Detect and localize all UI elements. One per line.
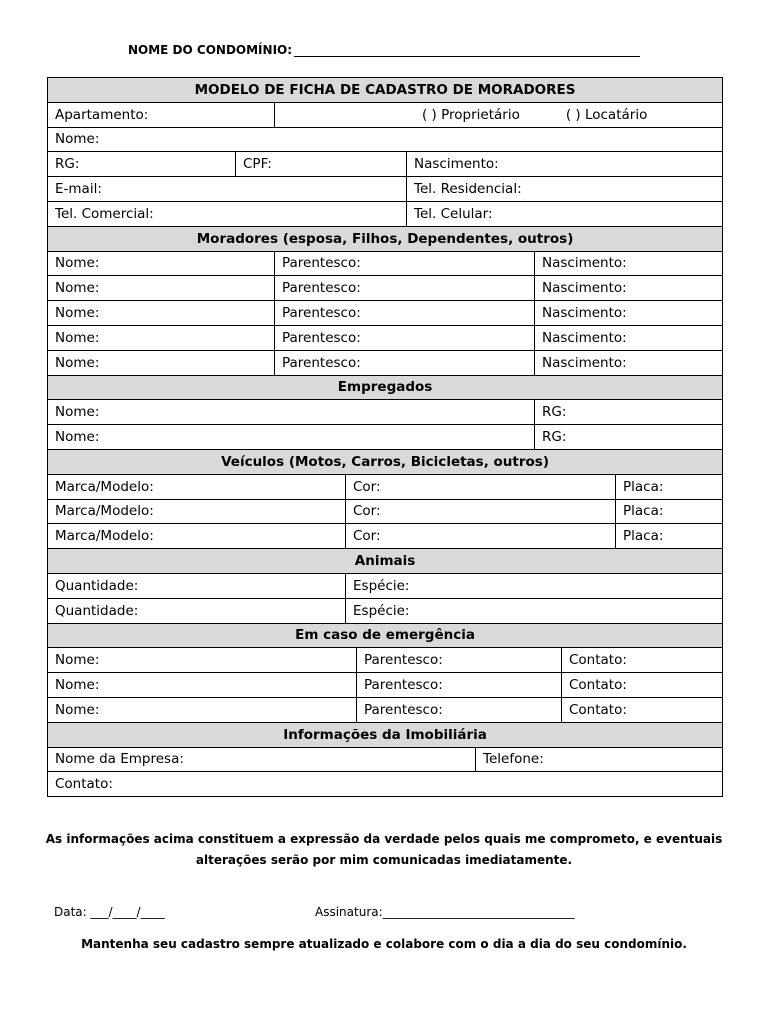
proprietario-checkbox[interactable]: ( ) Proprietário	[422, 106, 520, 123]
declaracao	[30, 829, 738, 871]
apartamento-label: Apartamento:	[55, 106, 149, 123]
veiculo-cor-field[interactable]: Cor:	[346, 499, 616, 524]
locatario-checkbox[interactable]: ( ) Locatário	[565, 106, 648, 123]
tel-celular-field[interactable]	[407, 201, 723, 226]
emergencia-nome-field[interactable]: Nome:	[48, 697, 357, 722]
condominio-label: NOME DO CONDOMÍNIO:	[128, 43, 293, 57]
rg-field[interactable]	[48, 152, 236, 177]
emergencia-contato-field[interactable]: Contato:	[562, 673, 723, 698]
veiculo-placa-field[interactable]: Placa:	[616, 524, 723, 549]
animal-especie-field[interactable]: Espécie:	[346, 573, 723, 598]
morador-row	[48, 325, 723, 350]
assinatura-field[interactable]: Assinatura:________________________________	[315, 905, 575, 919]
morador-row	[48, 276, 723, 301]
morador-row	[48, 350, 723, 375]
morador-nome-field[interactable]: Nome:	[48, 301, 275, 326]
morador-nascimento-field[interactable]: Nascimento:	[535, 301, 723, 326]
morador-nome-field[interactable]: Nome:	[48, 325, 275, 350]
veiculo-placa-field[interactable]: Placa:	[616, 474, 723, 499]
empregado-rg-field[interactable]: RG:	[535, 425, 723, 450]
footer-note: Mantenha seu cadastro sempre atualizado e colabore com o dia a dia do seu condomínio.	[81, 937, 687, 951]
morador-row	[48, 251, 723, 276]
tipo-field	[275, 102, 723, 127]
nome-field[interactable]	[48, 127, 723, 152]
morador-nome-field[interactable]: Nome:	[48, 350, 275, 375]
empregado-row	[48, 400, 723, 425]
emergencia-header: Em caso de emergência	[48, 623, 723, 648]
nome-empresa-field[interactable]: Nome da Empresa:	[48, 747, 476, 772]
declaracao-line-1: As informações acima constituem a expressão da verdade pelos quais me comprometo, e eventuais	[45, 832, 723, 846]
morador-parentesco-field[interactable]: Parentesco:	[275, 350, 535, 375]
condominio-line	[128, 43, 640, 57]
veiculo-marca-field[interactable]: Marca/Modelo:	[48, 499, 346, 524]
emergencia-parentesco-field[interactable]: Parentesco:	[357, 673, 562, 698]
morador-nome-field[interactable]: Nome:	[48, 251, 275, 276]
morador-nascimento-field[interactable]: Nascimento:	[535, 325, 723, 350]
emergencia-parentesco-field[interactable]: Parentesco:	[357, 697, 562, 722]
morador-parentesco-field[interactable]: Parentesco:	[275, 276, 535, 301]
morador-parentesco-field[interactable]: Parentesco:	[275, 301, 535, 326]
empregados-header: Empregados	[48, 375, 723, 400]
animal-row	[48, 573, 723, 598]
tel-comercial-label: Tel. Comercial:	[55, 205, 154, 222]
cpf-field[interactable]	[236, 152, 407, 177]
morador-row	[48, 301, 723, 326]
nome-label: Nome:	[55, 131, 100, 148]
nascimento-field[interactable]	[407, 152, 723, 177]
veiculo-marca-field[interactable]: Marca/Modelo:	[48, 474, 346, 499]
morador-parentesco-field[interactable]: Parentesco:	[275, 325, 535, 350]
empregado-nome-field[interactable]: Nome:	[48, 425, 535, 450]
animal-especie-field[interactable]: Espécie:	[346, 598, 723, 623]
morador-nome-field[interactable]: Nome:	[48, 276, 275, 301]
animais-header: Animais	[48, 549, 723, 574]
tel-celular-label: Tel. Celular:	[414, 205, 493, 222]
emergencia-contato-field[interactable]: Contato:	[562, 697, 723, 722]
emergencia-row	[48, 697, 723, 722]
veiculo-row	[48, 524, 723, 549]
empregado-rg-field[interactable]: RG:	[535, 400, 723, 425]
emergencia-contato-field[interactable]: Contato:	[562, 648, 723, 673]
animal-row	[48, 598, 723, 623]
emergencia-row	[48, 648, 723, 673]
imobiliaria-contato-field[interactable]: Contato:	[48, 772, 723, 797]
moradores-header: Moradores (esposa, Filhos, Dependentes, outros)	[48, 226, 723, 251]
animal-quantidade-field[interactable]: Quantidade:	[48, 598, 346, 623]
cadastro-form	[47, 77, 723, 797]
morador-nascimento-field[interactable]: Nascimento:	[535, 251, 723, 276]
empregado-nome-field[interactable]: Nome:	[48, 400, 535, 425]
telefone-field[interactable]: Telefone:	[476, 747, 723, 772]
email-label: E-mail:	[55, 181, 102, 198]
animal-quantidade-field[interactable]: Quantidade:	[48, 573, 346, 598]
form-title: MODELO DE FICHA DE CADASTRO DE MORADORES	[48, 78, 723, 103]
morador-nascimento-field[interactable]: Nascimento:	[535, 350, 723, 375]
veiculo-row	[48, 499, 723, 524]
veiculo-placa-field[interactable]: Placa:	[616, 499, 723, 524]
veiculo-cor-field[interactable]: Cor:	[346, 524, 616, 549]
emergencia-row	[48, 673, 723, 698]
tel-residencial-label: Tel. Residencial:	[414, 181, 522, 198]
morador-parentesco-field[interactable]: Parentesco:	[275, 251, 535, 276]
declaracao-line-2: alterações serão por mim comunicadas imediatamente.	[195, 853, 573, 867]
tel-residencial-field[interactable]	[407, 177, 723, 202]
condominio-blank[interactable]	[294, 44, 640, 57]
cpf-label: CPF:	[243, 156, 272, 173]
nascimento-label: Nascimento:	[414, 156, 499, 173]
veiculos-header: Veículos (Motos, Carros, Bicicletas, outros)	[48, 449, 723, 474]
apartamento-field[interactable]	[48, 102, 275, 127]
veiculo-row	[48, 474, 723, 499]
emergencia-parentesco-field[interactable]: Parentesco:	[357, 648, 562, 673]
email-field[interactable]	[48, 177, 407, 202]
data-field[interactable]: Data: ___/____/____	[54, 905, 165, 919]
veiculo-marca-field[interactable]: Marca/Modelo:	[48, 524, 346, 549]
tel-comercial-field[interactable]	[48, 201, 407, 226]
imobiliaria-header: Informações da Imobiliária	[48, 722, 723, 747]
morador-nascimento-field[interactable]: Nascimento:	[535, 276, 723, 301]
veiculo-cor-field[interactable]: Cor:	[346, 474, 616, 499]
rg-label: RG:	[55, 156, 80, 173]
empregado-row	[48, 425, 723, 450]
emergencia-nome-field[interactable]: Nome:	[48, 648, 357, 673]
emergencia-nome-field[interactable]: Nome:	[48, 673, 357, 698]
